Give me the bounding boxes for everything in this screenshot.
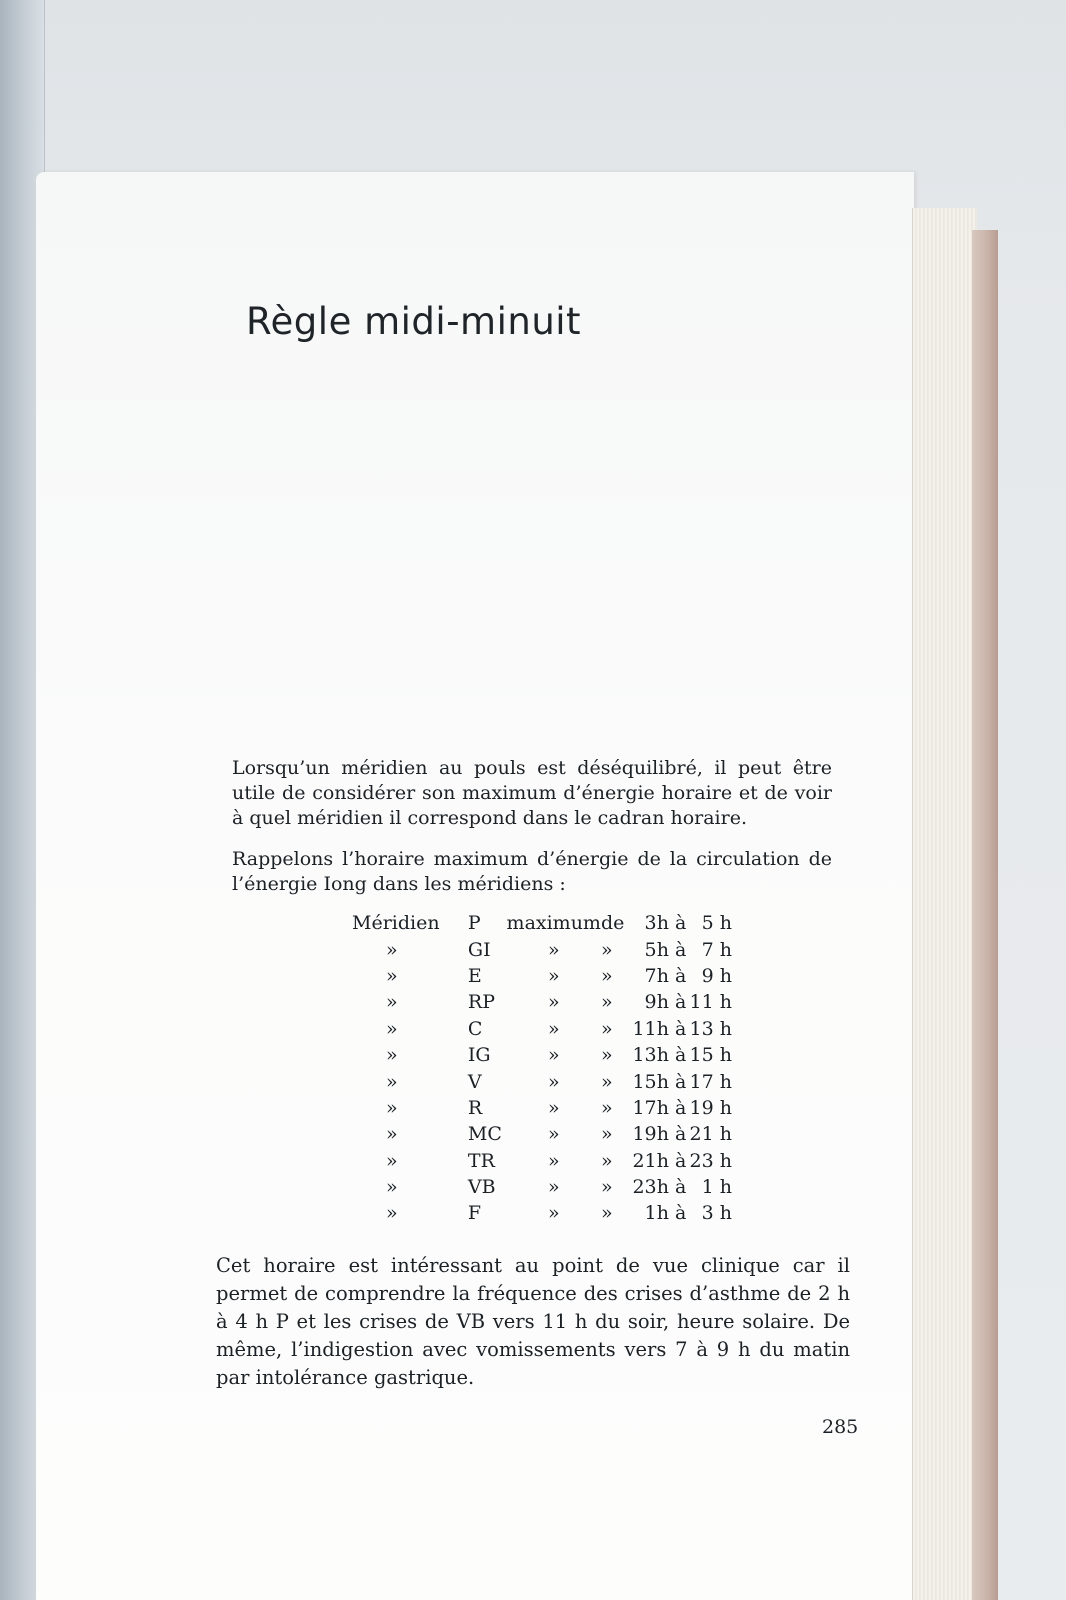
- meridian-schedule-table: [352, 910, 732, 1227]
- table-row: [352, 910, 732, 936]
- table-cell-h1: h à: [656, 1070, 687, 1093]
- table-cell-col3: »: [547, 1202, 560, 1225]
- table-row: [352, 1174, 732, 1200]
- table-cell-to: 13: [689, 1017, 714, 1040]
- table-cell-h1: h à: [656, 964, 687, 987]
- table-cell-col3: maximum: [506, 912, 601, 935]
- table-cell-to: 5: [701, 912, 714, 935]
- table-row: [352, 1148, 732, 1174]
- table-cell-to: 1: [701, 1176, 714, 1199]
- table-cell-col1: »: [386, 1017, 398, 1040]
- table-cell-col4: »: [600, 1202, 613, 1225]
- page-stack-edge: [912, 208, 977, 1600]
- table-cell-h2: h: [719, 1176, 732, 1199]
- table-cell-meridian: P: [467, 912, 481, 935]
- table-row: [352, 963, 732, 989]
- table-cell-meridian: MC: [467, 1123, 502, 1146]
- table-cell-from: 1: [644, 1202, 657, 1225]
- page-number: 285: [822, 1416, 859, 1438]
- table-cell-h1: h à: [656, 938, 687, 961]
- table-cell-col4: de: [600, 912, 625, 935]
- table-cell-meridian: VB: [467, 1176, 496, 1199]
- table-row: [352, 1042, 732, 1068]
- table-cell-h2: h: [719, 938, 732, 961]
- table-cell-h1: h à: [656, 1044, 687, 1067]
- table-row: [352, 936, 732, 962]
- table-cell-col4: »: [600, 938, 613, 961]
- table-cell-h2: h: [719, 964, 732, 987]
- table-cell-col4: »: [600, 1149, 613, 1172]
- table-cell-h2: h: [719, 1123, 732, 1146]
- table-cell-h1: h à: [656, 991, 687, 1014]
- table-cell-col4: »: [600, 991, 613, 1014]
- table-cell-from: 3: [644, 912, 657, 935]
- table-cell-from: 5: [644, 938, 657, 961]
- table-cell-to: 3: [701, 1202, 714, 1225]
- table-cell-col1: »: [386, 1149, 398, 1172]
- table-cell-col4: »: [600, 964, 613, 987]
- table-cell-col4: »: [600, 1096, 613, 1119]
- table-cell-col3: »: [547, 1176, 560, 1199]
- table-cell-col1: »: [386, 1176, 398, 1199]
- paragraph-clinical: Cet horaire est intéressant au point de vue clinique car il permet de comprendre la fréquence des crises d’asthme de 2 h à 4 h P et les crises de VB vers 11 h du soir, heure solaire. De même, l’indigestion avec vomissements vers 7 à 9 h du matin par intolérance gastrique.: [216, 1254, 850, 1389]
- table-cell-col3: »: [547, 1017, 560, 1040]
- table-row: [352, 1068, 732, 1094]
- table-row: [352, 1200, 732, 1226]
- table-row: [352, 1121, 732, 1147]
- table-cell-h1: h à: [656, 1096, 687, 1119]
- table-cell-to: 11: [689, 991, 714, 1014]
- table-cell-col1: »: [386, 1044, 398, 1067]
- table-cell-to: 23: [689, 1149, 714, 1172]
- table-cell-meridian: R: [467, 1096, 483, 1119]
- table-cell-h2: h: [719, 1149, 732, 1172]
- table-row: [352, 989, 732, 1015]
- table-cell-col1: Méridien: [352, 912, 440, 935]
- page-title: Règle midi-minuit: [246, 300, 582, 343]
- table-row: [352, 1016, 732, 1042]
- table-cell-from: 11: [632, 1017, 657, 1040]
- table-row: [352, 1095, 732, 1121]
- table-cell-h1: h à: [656, 1149, 687, 1172]
- table-cell-meridian: F: [467, 1202, 482, 1225]
- table-cell-meridian: C: [467, 1017, 483, 1040]
- table-cell-from: 19: [632, 1123, 657, 1146]
- table-cell-col1: »: [386, 964, 398, 987]
- table-cell-from: 13: [632, 1044, 657, 1067]
- table-cell-meridian: V: [467, 1070, 482, 1093]
- table-cell-col1: »: [386, 938, 398, 961]
- table-cell-col1: »: [386, 991, 398, 1014]
- table-cell-from: 7: [644, 964, 657, 987]
- paragraph-intro: Lorsqu’un méridien au pouls est déséquilibré, il peut être utile de considérer son maximum d’énergie horaire et de voir à quel méridien il correspond dans le cadran horaire.: [232, 757, 832, 829]
- table-cell-col1: »: [386, 1070, 398, 1093]
- table-cell-from: 15: [632, 1070, 657, 1093]
- table-cell-col1: »: [386, 1202, 398, 1225]
- table-cell-h2: h: [719, 991, 732, 1014]
- table-cell-to: 7: [701, 938, 714, 961]
- table-cell-col4: »: [600, 1123, 613, 1146]
- table-cell-col3: »: [547, 1149, 560, 1172]
- table-cell-h2: h: [719, 912, 732, 935]
- table-cell-col3: »: [547, 1070, 560, 1093]
- table-cell-h1: h à: [656, 1202, 687, 1225]
- table-cell-col3: »: [547, 991, 560, 1014]
- table-cell-from: 17: [632, 1096, 657, 1119]
- table-cell-col3: »: [547, 1123, 560, 1146]
- table-cell-h1: h à: [656, 912, 687, 935]
- paragraph-recall: Rappelons l’horaire maximum d’énergie de la circulation de l’énergie Iong dans les méridiens :: [232, 848, 832, 895]
- table-cell-meridian: E: [467, 964, 482, 987]
- table-cell-h1: h à: [656, 1123, 687, 1146]
- table-cell-col4: »: [600, 1176, 613, 1199]
- table-cell-meridian: GI: [467, 938, 491, 961]
- table-cell-to: 15: [689, 1044, 714, 1067]
- table-cell-col3: »: [547, 964, 560, 987]
- table-cell-h2: h: [719, 1044, 732, 1067]
- table-cell-from: 9: [644, 991, 657, 1014]
- table-cell-col4: »: [600, 1070, 613, 1093]
- table-cell-col4: »: [600, 1017, 613, 1040]
- table-cell-h2: h: [719, 1202, 732, 1225]
- table-cell-meridian: IG: [467, 1044, 491, 1067]
- table-cell-meridian: RP: [467, 991, 495, 1014]
- table-cell-from: 23: [632, 1176, 657, 1199]
- table-cell-h2: h: [719, 1070, 732, 1093]
- table-cell-meridian: TR: [467, 1149, 495, 1172]
- table-cell-to: 9: [701, 964, 714, 987]
- book-cover-edge: [972, 230, 998, 1600]
- table-cell-col3: »: [547, 938, 560, 961]
- table-cell-from: 21: [632, 1149, 657, 1172]
- table-cell-col1: »: [386, 1123, 398, 1146]
- table-cell-col1: »: [386, 1096, 398, 1119]
- table-cell-col3: »: [547, 1096, 560, 1119]
- table-cell-col3: »: [547, 1044, 560, 1067]
- table-cell-col4: »: [600, 1044, 613, 1067]
- table-cell-to: 19: [689, 1096, 714, 1119]
- table-cell-h2: h: [719, 1096, 732, 1119]
- table-cell-to: 21: [689, 1123, 714, 1146]
- table-cell-h1: h à: [656, 1017, 687, 1040]
- table-cell-to: 17: [689, 1070, 714, 1093]
- table-cell-h1: h à: [656, 1176, 687, 1199]
- table-cell-h2: h: [719, 1017, 732, 1040]
